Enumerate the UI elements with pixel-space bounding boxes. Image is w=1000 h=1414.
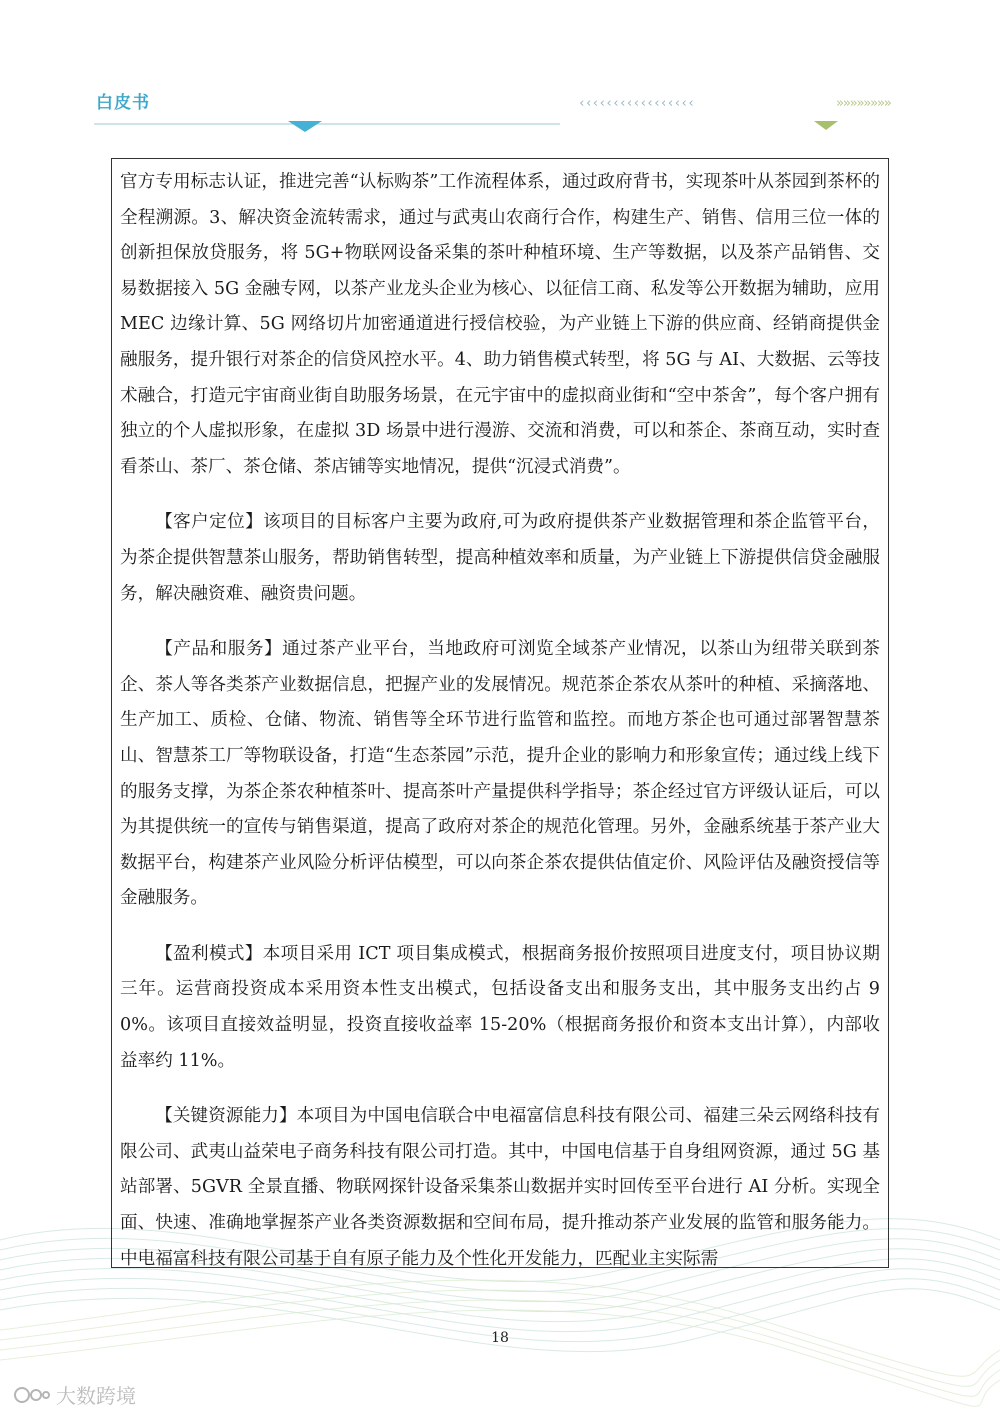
paragraph-customer-positioning: 【客户定位】该项目的目标客户主要为政府,可为政府提供茶产业数据管理和茶企监管平台，为茶企提供智慧茶山服务，帮助销售转型，提高种植效率和质量，为产业链上下游提供信贷金融服务，解决融资难、融资贵问题。: [120, 512, 880, 604]
paragraph-key-resources: 【关键资源能力】本项目为中国电信联合中电福富信息科技有限公司、福建三朵云网络科技有限公司、武夷山益荣电子商务科技有限公司打造。其中，中国电信基于自身组网资源，通过 5G 基站部署、5GVR 全景直播、物联网探针设备采集茶山数据并实时回传至平台进行 AI 分析。实现全面、快速、准确地掌握茶产业各类资源数据和空间布局，提升推动茶产业发展的监管和服务能力。中电福富科技有限公司基于自有原子能力及个性化开发能力，匹配业主实际需: [120, 1106, 880, 1269]
header-triangle-green: [814, 121, 838, 130]
page-number: 18: [491, 1330, 509, 1346]
header-triangle-blue: [288, 121, 322, 132]
watermark-logo-icon: [14, 1384, 50, 1406]
document-type-label: 白皮书: [96, 93, 150, 113]
content-box: [111, 158, 889, 1268]
paragraph-profit-model: 【盈利模式】本项目采用 ICT 项目集成模式，根据商务报价按照项目进度支付，项目协议期三年。运营商投资成本采用资本性支出模式，包括设备支出和服务支出，其中服务支出约占 90%。该项目直接效益明显，投资直接收益率 15-20%（根据商务报价和资本支出计算），内部收益率约 11%。: [120, 943, 880, 1071]
header-chevron-ornament-right: »»»»»»»»: [836, 96, 891, 111]
paragraph-products-services: 【产品和服务】通过茶产业平台，当地政府可浏览全域茶产业情况，以茶山为纽带关联到茶企、茶人等各类茶产业数据信息，把握产业的发展情况。规范茶企茶农从茶叶的种植、采摘落地、生产加工、质检、仓储、物流、销售等全环节进行监管和监控。而地方茶企也可通过部署智慧茶山、智慧茶工厂等物联设备，打造“生态茶园”示范，提升企业的影响力和形象宣传；通过线上线下的服务支撑，为茶企茶农种植茶叶、提高茶叶产量提供科学指导；茶企经过官方评级认证后，可以为其提供统一的宣传与销售渠道，提高了政府对茶企的规范化管理。另外，金融系统基于茶产业大数据平台，构建茶产业风险分析评估模型，可以向茶企茶农提供估值定价、风险评估及融资授信等金融服务。: [120, 639, 880, 909]
header-divider: [0, 120, 1000, 134]
paragraph-continuation: 官方专用标志认证，推进完善“认标购茶”工作流程体系，通过政府背书，实现茶叶从茶园到茶杯的全程溯源。3、解决资金流转需求，通过与武夷山农商行合作，构建生产、销售、信用三位一体的创新担保放贷服务，将 5G+物联网设备采集的茶叶种植环境、生产等数据，以及茶产品销售、交易数据接入 5G 金融专网，以茶产业龙头企业为核心、以征信工商、私发等公开数据为辅助，应用 MEC 边缘计算、5G 网络切片加密通道进行授信校验，为产业链上下游的供应商、经销商提供金融服务，提升银行对茶企的信贷风控水平。4、助力销售模式转型，将 5G 与 AI、大数据、云等技术融合，打造元宇宙商业街自助服务场景，在元宇宙中的虚拟商业街和“空中茶舍”，每个客户拥有独立的个人虚拟形象，在虚拟 3D 场景中进行漫游、交流和消费，可以和茶企、茶商互动，实时查看茶山、茶厂、茶仓储、茶店铺等实地情况，提供“沉浸式消费”。: [120, 172, 880, 477]
watermark: [14, 1380, 136, 1409]
header-chevron-ornament: ‹‹‹‹‹‹‹‹‹‹‹‹‹‹‹‹‹: [578, 96, 695, 111]
watermark-text: 大数跨境: [56, 1384, 136, 1408]
